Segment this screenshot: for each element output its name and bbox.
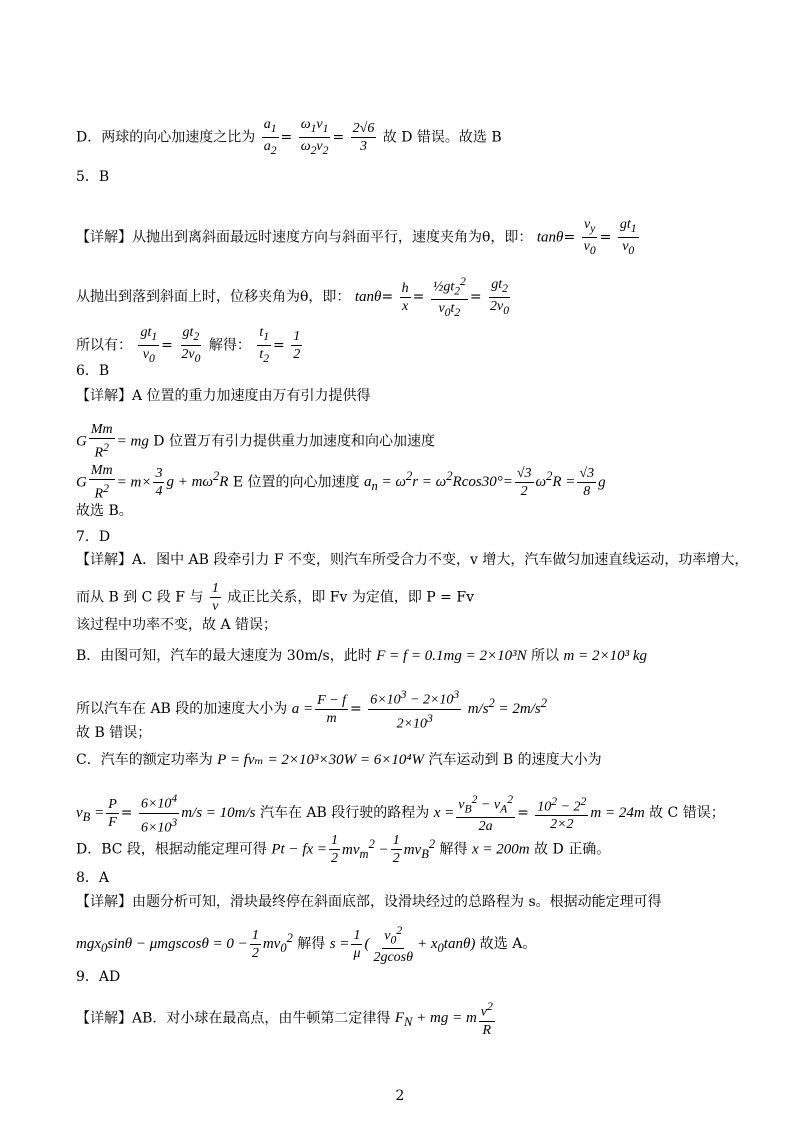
- line-21: 8．A: [76, 870, 110, 886]
- line-1: D．两球的向心加速度之比为 $\frac{a_1}{a_2}$ = $\frac{\omega_1v_1}{\omega_2v_2}$ = $\frac{2√6}{3}$ 故 D 错误。故选 B: [76, 117, 502, 157]
- line-14: 该过程中功率不变，故 A 错误；: [76, 617, 278, 633]
- line-5: 所以有： $\frac{gt_1}{v_0}$ = $\frac{gt_2}{2v_0}$ 解得： $\frac{t_1}{t_2}$ = $\frac{1}{2}$: [76, 325, 301, 365]
- line-10: 故选 B。: [76, 503, 133, 519]
- line-3: 【详解】从抛出到离斜面最远时速度方向与斜面平行，速度夹角为θ，即： tanθ= $\frac{v_y}{v_0}$ = $\frac{gt_1}{v_0}$: [76, 217, 637, 257]
- line-7: 【详解】A 位置的重力加速度由万有引力提供得: [76, 388, 371, 404]
- line-20: D．BC 段，根据动能定理可得 Pt − fx = $\frac{1}{2}$ $mv_m^2$ − $\frac{1}{2}$ $mv_B^2$ 解得 x = 200m 故 D 正确。: [76, 833, 611, 866]
- page-number: 2: [395, 1088, 405, 1104]
- line-6: 6．B: [76, 363, 110, 379]
- line-16: 所以汽车在 AB 段的加速度大小为 a = $\frac{F - f}{m}$ = $\frac{6\times 10^3 - 2\times 10^3}{2\times 10^3}$ $m/s^2 = 2m/s^2$: [76, 688, 547, 732]
- line-22: 【详解】由题分析可知，滑块最终停在斜面底部，设滑块经过的总路程为 s。根据动能定理可得: [76, 894, 662, 910]
- line-23: mgx$_0$sinθ − μmgscosθ = 0 − $\frac{1}{2}$ $mv_0^2$ 解得 s = $\frac{1}{\mu}$ ( $\frac{v_0^2}{2gcos\theta}$ + $x_0\tan\theta$) 故选 A。: [76, 924, 537, 966]
- line-19: $v_B$ = $\frac{P}{F}$ = $\frac{6\times 10^4}{6\times 10^3}$ m/s = 10m/s 汽车在 AB 段行驶的路程为 x = $\frac{v_B^2 - v_A^2}{2a}$ = $\frac{10^2 - 2^2}{2\times 2}$ m = 24m 故 C 错误；: [76, 792, 725, 836]
- line-8: G $\frac{Mm}{R^2}$ = mg D 位置万有引力提供重力加速度和向心加速度: [76, 422, 435, 461]
- line-15: B．由图可知，汽车的最大速度为 30m/s，此时 F = f = 0.1mg = 2×10³N 所以 m = 2×10³ kg: [76, 648, 647, 664]
- line-18: C．汽车的额定功率为 P = fvₘ = 2×10³×30W = 6×10⁴W 汽车运动到 B 的速度大小为: [76, 752, 602, 768]
- line-24: 9．AD: [76, 969, 121, 985]
- line-11: 7．D: [76, 529, 111, 545]
- line-9: G $\frac{Mm}{R^2}$ = m× $\frac{3}{4}$ $g + m\omega^2R$ E 位置的向心加速度 $a_n = \omega^2r = \omega^2Rcos30^\circ=$ $\frac{√3}{2}$ $\omega^2R$ = $\frac{√3}{8}$ g: [76, 463, 606, 502]
- line-2: 5．B: [76, 169, 110, 185]
- line-13: 而从 B 到 C 段 F 与 $\frac{1}{v}$ 成正比关系，即 Fv 为定值，即 P = Fv: [76, 581, 474, 614]
- line-25: 【详解】AB．对小球在最高点，由牛顿第二定律得 $F_N$ + mg = m $\frac{v^2}{R}$: [76, 1000, 493, 1038]
- line-17: 故 B 错误；: [76, 725, 152, 741]
- line-4: 从抛出到落到斜面上时，位移夹角为θ，即： tanθ= $\frac{h}{x}$ = $\frac{\frac{1}{2}gt_2^2}{v_0t_2}$ = $\frac{gt_2}{2v_0}$: [76, 275, 510, 320]
- line-12: 【详解】A．图中 AB 段牵引力 F 不变，则汽车所受合力不变，v 增大，汽车做匀加速直线运动，功率增大，: [76, 552, 749, 568]
